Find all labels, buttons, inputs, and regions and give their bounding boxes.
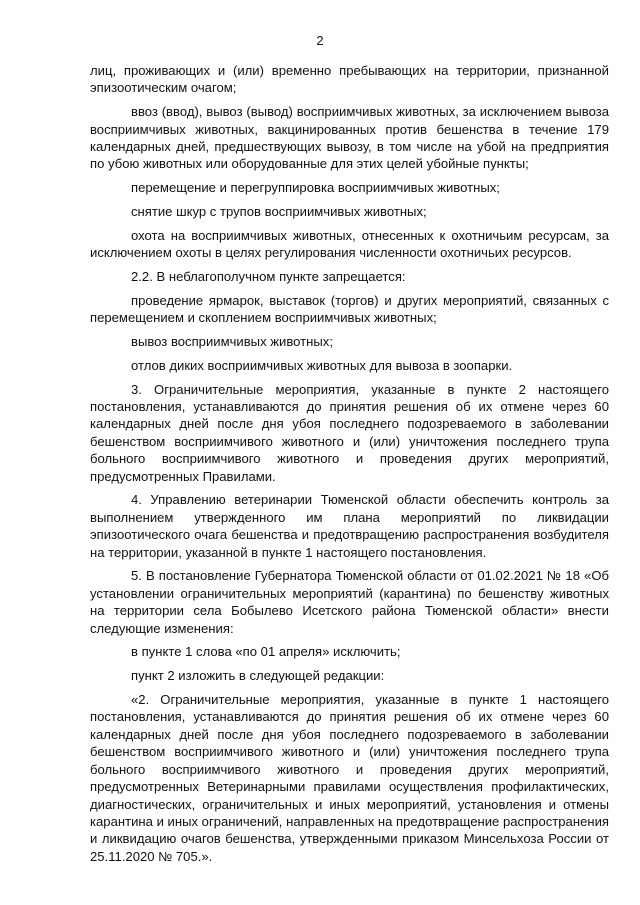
paragraph-4: 4. Управлению ветеринарии Тюменской области обеспечить контроль за выполнением утвержденного им плана мероприятий по ликвидации эпизоотического очага бешенства и предотвращению распространения возбудителя на территории, указанной в пункте 1 настоящего постановления. bbox=[90, 492, 609, 560]
paragraph-import-export: ввоз (ввод), вывоз (вывод) восприимчивых животных, за исключением вывоза восприимчивых животных, вакцинированных против бешенства в течение 179 календарных дней, предшествующих вывозу, в том числе на убой на предприятия по убою животных или оборудованные для этих целей убойные пункты; bbox=[90, 104, 609, 172]
paragraph-5-change-1: в пункте 1 слова «по 01 апреля» исключить; bbox=[131, 644, 401, 660]
paragraph-removal: вывоз восприимчивых животных; bbox=[131, 334, 333, 350]
paragraph-regrouping: перемещение и перегруппировка восприимчивых животных; bbox=[131, 180, 500, 196]
paragraph-3: 3. Ограничительные мероприятия, указанные в пункте 2 настоящего постановления, устанавливаются до принятия решения об их отмене через 60 календарных дней после дня убоя последнего подозреваемого в заболевании бешенством восприимчивого животного и (или) уничтожения последнего трупа больного восприимчивого животного и проведения других мероприятий, предусмотренных Правилами. bbox=[90, 381, 609, 484]
paragraph-fairs: проведение ярмарок, выставок (торгов) и других мероприятий, связанных с перемещением и скоплением восприимчивых животных; bbox=[90, 292, 609, 326]
paragraph-hunting: охота на восприимчивых животных, отнесенных к охотничьим ресурсам, за исключением охоты в целях регулирования численности охотничьих ресурсов. bbox=[90, 227, 609, 261]
paragraph-continuation: лиц, проживающих и (или) временно пребывающих на территории, признанной эпизоотическим очагом; bbox=[90, 63, 609, 96]
paragraph-capture: отлов диких восприимчивых животных для вывоза в зоопарки. bbox=[131, 357, 513, 373]
paragraph-5-change-2: пункт 2 изложить в следующей редакции: bbox=[131, 668, 385, 684]
paragraph-5: 5. В постановление Губернатора Тюменской области от 01.02.2021 № 18 «Об установлении ограничительных мероприятий (карантина) по бешенству животных на территории села Бобылево Исетского района Тюменской области» внести следующие изменения: bbox=[90, 568, 609, 636]
page-number: 2 bbox=[316, 33, 324, 48]
paragraph-new-point-2: «2. Ограничительные мероприятия, указанные в пункте 1 настоящего постановления, устанавливаются до принятия решения об их отмене через 60 календарных дней после дня убоя последнего подозреваемого в заболевании бешенством восприимчивого животного и (или) уничтожения последнего трупа больного восприимчивого животного и проведения других мероприятий, предусмотренных Ветеринарными правилами осуществления профилактических, диагностических, ограничительных и иных мероприятий, установления и отмены карантина и иных ограничений, направленных на предотвращение распространения и ликвидацию очагов бешенства, утвержденными приказом Минсельхоза России от 25.11.2020 № 705.». bbox=[90, 692, 609, 864]
document-body bbox=[90, 62, 609, 872]
paragraph-2-2-heading: 2.2. В неблагополучном пункте запрещается: bbox=[131, 269, 406, 285]
paragraph-skinning: снятие шкур с трупов восприимчивых животных; bbox=[131, 204, 427, 220]
